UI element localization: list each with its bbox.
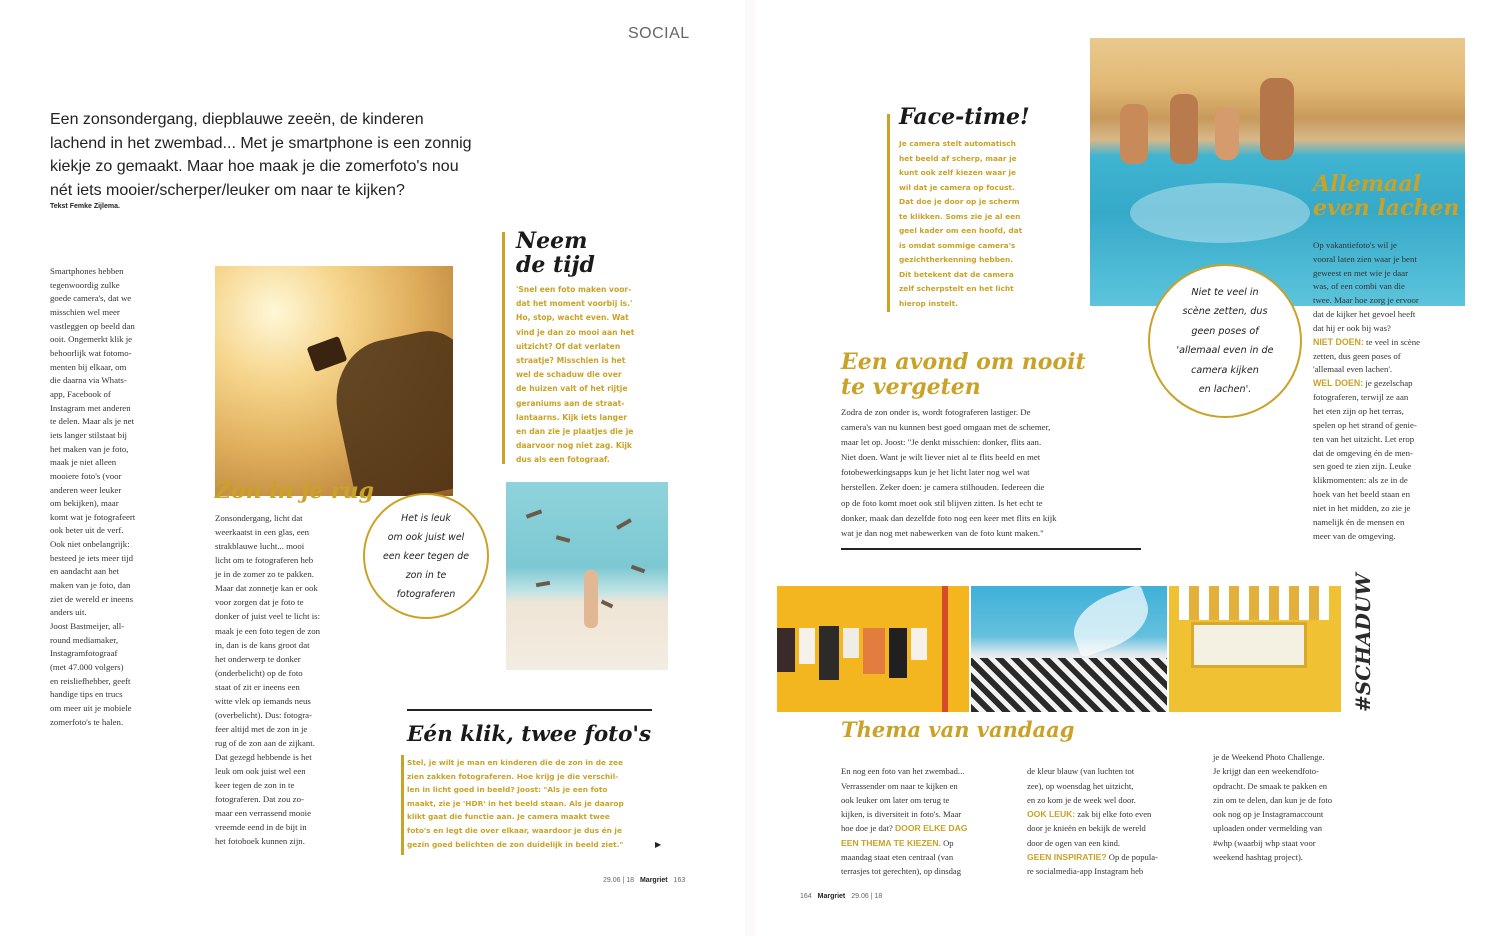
family-figure-4 <box>1260 78 1294 160</box>
footer-left <box>603 877 685 884</box>
allemaal-title: Allemaal even lachen <box>1313 171 1460 221</box>
photo-palm-shadow <box>971 586 1167 712</box>
family-figure-2 <box>1170 94 1198 164</box>
laundry-2 <box>799 628 815 664</box>
phone-silhouette <box>307 336 348 372</box>
stone-wall <box>971 658 1167 712</box>
thema-col2 <box>1027 750 1202 879</box>
zon-quote: Het is leuk om ook juist wel een keer tegen de zon in te fotograferen <box>382 512 470 600</box>
thema-title: Thema van vandaag <box>841 717 1075 742</box>
thema-col1-hl: DOOR ELKE DAG EEN THEMA TE KIEZEN. <box>841 823 968 848</box>
laundry-3 <box>819 626 839 680</box>
thema-col1 <box>841 750 1016 879</box>
right-quote-bubble <box>1148 264 1302 418</box>
thema-col3: je de Weekend Photo Challenge. Je krijgt dan een weekendfoto- opdracht. De smaak te pakken en zin om te delen, dan kun je de foto ook nog op je Instagramaccount uploaden onder vermelding van #whp (waarbij whp staat voor weekend hashtag project). <box>1213 752 1333 863</box>
awning-stripes <box>1179 586 1329 620</box>
zon-title: Zon in je rug <box>215 478 374 504</box>
footer-left-date: 29.06 | 18 <box>603 877 635 884</box>
family-figure-3 <box>1215 108 1239 160</box>
photo-beach-birds <box>506 482 668 670</box>
klik-text: Stel, je wilt je man en kinderen die de zon in de zee zien zakken fotograferen. Hoe krijg je die verschil- len in licht goed in beeld? Joost: "Als je een foto maakt, zie je 'HDR' in het beeld staan. Als je daarop klikt gaat die functie aan. Je camera maakt twee foto's en legt die over elkaar, waardoor je dus én je gezin goed belichten de zon duidelijk in beeld ziet." <box>407 758 624 849</box>
thema-col1-a: En nog een foto van het zwembad... Verrassender om naar te kijken en ook leuker om later om terug te kijken, is diversiteit in foto's. Maar hoe doe je dat? <box>841 766 965 834</box>
bird-6 <box>601 600 614 609</box>
bird-5 <box>536 581 550 587</box>
footer-right <box>800 893 882 900</box>
person-silhouette <box>325 323 453 496</box>
klik-top-rule <box>407 709 652 711</box>
footer-left-magazine: Margriet <box>639 877 668 884</box>
neem-text: 'Snel een foto maken voor- dat het moment voorbij is.' Ho, stop, wacht even. Wat vind je dan zo mooi aan het uitzicht? Of dat verlaten straatje? Misschien is het wel de schaduw die over de huizen valt of het rijtje geraniums aan de straat- lantaarns. Kijk iets langer en dan zie je plaatjes die je daarvoor nog niet zag. Kijk dus als een fotograaf. <box>516 285 635 465</box>
avond-text: Zodra de zon onder is, wordt fotograferen lastiger. De camera's van nu kunnen best goed omgaan met de schemer, maar let op. Joost: "Je denkt misschien: donker, flits aan. Niet doen. Want je wilt liever niet al te flits beeld en met fotobewerkingsapps kun je het licht later nog wel wat herstellen. Zeker doen: je camera stilhouden. Iedereen die op de foto komt moet ook stil blijven zitten. Is het echt te donker, maak dan dezelfde foto nog een keer met flits en kijk wat je dan nog met nabewerken van de foto kunt maken." <box>841 407 1057 538</box>
thema-col2-b: zak bij elke foto even door je knieën en bekijk de wereld door de ogen van een kind. <box>1027 809 1152 848</box>
avond-bottom-rule <box>841 548 1141 550</box>
family-figure-1 <box>1120 104 1148 164</box>
avond-title: Een avond om nooit te vergeten <box>841 349 1086 400</box>
bird-4 <box>631 565 646 574</box>
right-page <box>755 0 1500 936</box>
credit: Tekst Femke Zijlema. <box>50 203 120 210</box>
left-page <box>0 0 745 936</box>
allemaal-text <box>1313 225 1463 543</box>
continue-arrow-icon: ▶ <box>655 840 662 849</box>
laundry-1 <box>777 628 795 672</box>
footer-right-magazine: Margriet <box>817 893 846 900</box>
laundry-5 <box>863 628 885 674</box>
footer-right-page: 164 <box>800 893 812 900</box>
allemaal-niet-text: te veel in scène zetten, dus geen poses of 'allemaal even lachen'. <box>1313 336 1421 375</box>
zon-quote-bubble <box>363 493 489 619</box>
photo-awning <box>1169 586 1341 712</box>
neem-accent-line <box>502 232 505 464</box>
allemaal-wel-text: je gezelschap fotograferen, terwijl ze aan het eten zijn op het terras, spelen op het strand of genie- ten van het uitzicht. Let erop dat de omgeving én de men- sen goed te zien zijn. Leuke klikmomenten: als ze in de hoek van het beeld staan en niet in het midden, zo zie je namelijk én de mensen en meer van de omgeving. <box>1313 378 1417 541</box>
bird-1 <box>526 509 542 518</box>
facetime-accent-line <box>887 114 890 312</box>
right-quote: Niet te veel in scène zetten, dus geen poses of 'allemaal even in de camera kijken en lachen'. <box>1176 286 1274 395</box>
intro-text: Een zonsondergang, diepblauwe zeeën, de kinderen lachend in het zwembad... Met je smartphone is een zonnig kiekje zo gemaakt. Maar hoe maak je die zomerfoto's nou nét iets mooier/scherper/leuker om naar te kijken? <box>50 111 472 199</box>
allemaal-niet-label: NIET DOEN: <box>1313 336 1364 347</box>
klik-title: Eén klik, twee foto's <box>407 722 652 747</box>
thema-col2-hl2: GEEN INSPIRATIE? <box>1027 852 1107 863</box>
left-column-text: Smartphones hebben tegenwoordig zulke goede camera's, dat we misschien wel meer vastleggen op beeld dan ooit. Ongemerkt klik je behoorlijk wat fotomo- menten bij elkaar, om die daarna via Whats- app, Facebook of Instagram met anderen te delen. Maar als je net iets langer stilstaat bij het maken van je foto, maak je niet alleen mooiere foto's (voor anderen weer leuker om bekijken), maar komt wat je fotografeert ook beter uit de verf. Ook niet onbelangrijk: besteed je iets meer tijd en aandacht aan het maken van je foto, dan ziet de wereld er ineens anders uit. Joost Bastmeijer, all- round mediamaker, Instagramfotograaf (met 47.000 volgers) en reisliefhebber, geeft handige tips en trucs om meer uit je mobiele zomerfoto's te halen. <box>50 266 136 727</box>
photo-sunset <box>215 266 453 496</box>
allemaal-wel-label: WEL DOEN: <box>1313 378 1364 389</box>
footer-right-date: 29.06 | 18 <box>851 893 883 900</box>
thema-col2-hl1: OOK LEUK: <box>1027 809 1076 820</box>
neem-title: Neem de tijd <box>516 228 595 278</box>
bird-2 <box>556 535 571 542</box>
klik-accent-line <box>401 755 404 855</box>
hashtag-schaduw: #SCHADUW <box>1351 573 1375 712</box>
thema-col2-a: de kleur blauw (van luchten tot zee), op woensdag het uitzicht, en zo kom je de week wel door. <box>1027 766 1136 805</box>
bird-3 <box>616 518 632 529</box>
zon-text: Zonsondergang, licht dat weerkaatst in een glas, een strakblauwe lucht... mooi licht om te fotograferen heb je in de zomer zo te pakken. Maar dat zonnetje kan er ook voor zorgen dat je foto te donker of juist veel te licht is: maak je een foto tegen de zon in, dan is de kans groot dat het onderwerp te donker (onderbelicht) op de foto staat of zit er ineens een witte vlek op iemands neus (overbelicht). Dus: fotogra- feer altijd met de zon in je rug of de zon aan de zijkant. Dat gezegd hebbende is het leuk om ook juist wel een keer tegen de zon in te fotograferen. Dat zou zo- maar een verrassend mooie vreemde eend in de bijt in het fotoboek kunnen zijn. <box>215 513 321 847</box>
laundry-4 <box>843 628 859 658</box>
footer-left-page: 163 <box>673 877 686 884</box>
facetime-title: Face-time! <box>899 104 1030 130</box>
laundry-6 <box>889 628 907 678</box>
water-splash <box>1130 183 1310 243</box>
woman-figure <box>584 570 598 628</box>
laundry-7 <box>911 628 927 660</box>
window <box>1191 622 1307 668</box>
photo-laundry-wall <box>777 586 969 712</box>
wall-stripe <box>942 586 948 712</box>
facetime-text: Je camera stelt automatisch het beeld af scherp, maar je kunt ook zelf kiezen waar je wil dat je camera op focust. Dat doe je door op je scherm te klikken. Soms zie je al een geel kader om een hoofd, dat is omdat sommige camera's gezichtherkenning hebben. Dit betekent dat de camera zelf scherpstelt en het licht hierop instelt. <box>899 139 1023 308</box>
allemaal-intro: Op vakantiefoto's wil je vooral laten zien waar je bent geweest en met wie je daar was, of een combi van die twee. Maar hoe zorg je ervoor dat de kijker het gevoel heeft dat hij er ook bij was? <box>1313 239 1419 333</box>
thema-col1-b: Op maandag staat eten centraal (van terrasjes tot gerechten), op dinsdag <box>841 837 962 877</box>
thema-col2-c: Op de popula- re socialmedia-app Instagram heb <box>1027 852 1158 877</box>
palm-leaf <box>1065 586 1157 658</box>
section-label: SOCIAL <box>628 25 690 42</box>
